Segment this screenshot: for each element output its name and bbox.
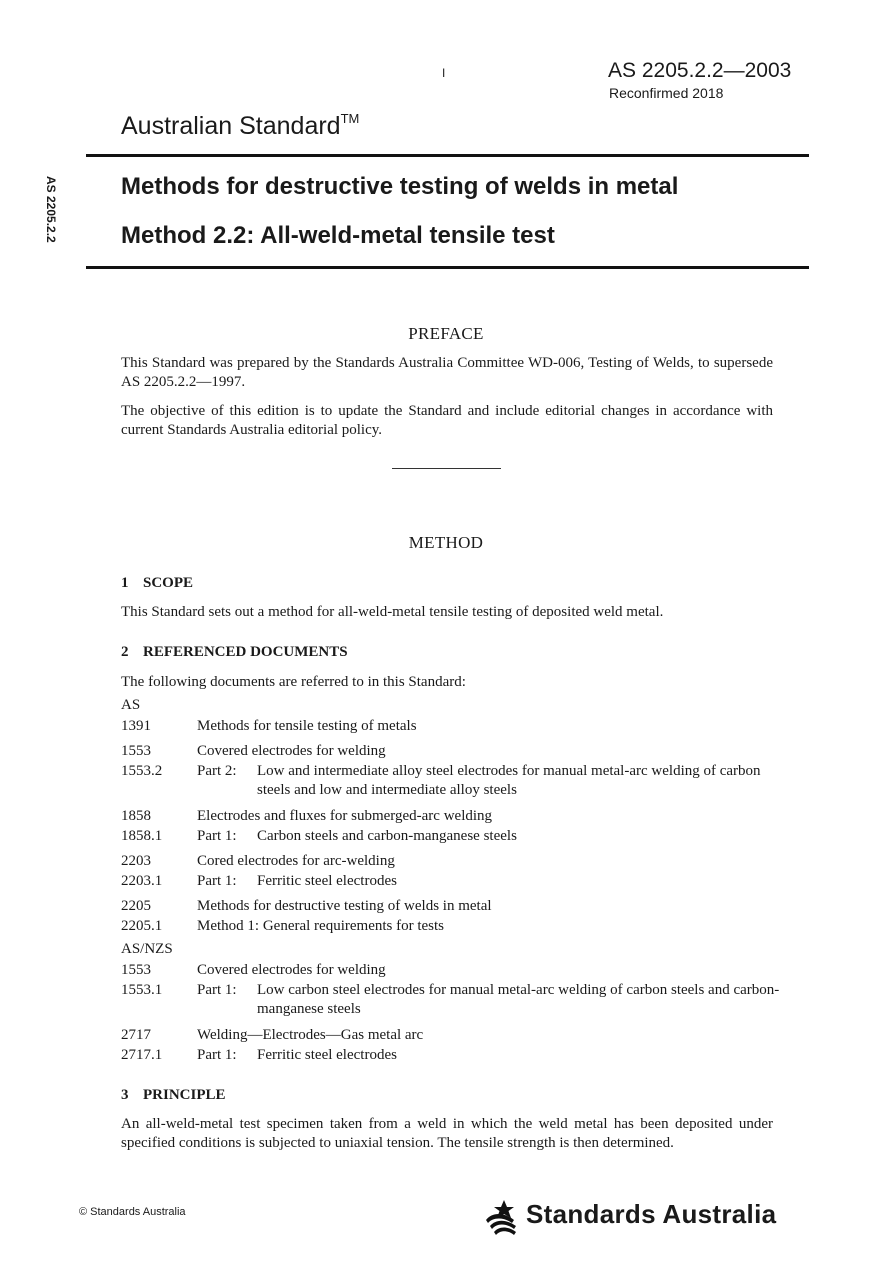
reference-title: Low and intermediate alloy steel electrodes for manual metal-arc welding of carbon steels and low and intermediate alloy steels	[257, 763, 761, 798]
section-title: PRINCIPLE	[143, 1087, 226, 1103]
main-title: Methods for destructive testing of welds in metal	[121, 173, 679, 200]
section-2-text-body: The following documents are referred to in this Standard:	[121, 674, 466, 690]
section-1-text	[121, 603, 821, 622]
section-2-heading	[121, 644, 348, 661]
reference-code: 2205.1	[121, 918, 163, 934]
preface-paragraph-1	[121, 354, 773, 392]
reference-code: 1553	[121, 962, 151, 978]
section-3-text-body: An all-weld-metal test specimen taken from a weld in which the weld metal has been deposited under specified conditions is subjected to uniaxial tension. The tensile strength is then determined.	[121, 1116, 773, 1151]
reconfirmed-note: Reconfirmed 2018	[609, 85, 724, 101]
reference-group-asnzs: AS/NZS	[121, 941, 173, 957]
method-heading: METHOD	[408, 533, 484, 552]
section-title: REFERENCED DOCUMENTS	[143, 644, 348, 660]
side-code-text: AS 2205.2.2	[44, 176, 58, 243]
reference-part: Part 1:	[197, 982, 237, 998]
reference-title: Ferritic steel electrodes	[257, 873, 397, 889]
bottom-title-rule	[86, 266, 809, 269]
reference-code: 1391	[121, 718, 151, 734]
reference-part: Part 1:	[197, 1047, 237, 1063]
copyright-notice: © Standards Australia	[79, 1206, 186, 1218]
standards-australia-emblem-icon	[484, 1198, 522, 1236]
reference-code: 2203.1	[121, 873, 163, 889]
reference-title: Welding—Electrodes—Gas metal arc	[197, 1027, 424, 1043]
brand-name	[121, 112, 359, 141]
preface-paragraph-1-text: This Standard was prepared by the Standards Australia Committee WD-006, Testing of Welds, to supersede AS 2205.2.2—1997.	[121, 355, 773, 390]
section-number: 1	[121, 575, 129, 591]
reference-code: 2205	[121, 898, 151, 914]
brand-text: Australian Standard	[121, 112, 341, 140]
reference-code: 1553.1	[121, 982, 163, 998]
trademark-mark: TM	[340, 110, 360, 126]
preface-divider	[392, 468, 501, 469]
section-3-heading	[121, 1087, 226, 1104]
section-1-text-body: This Standard sets out a method for all-weld-metal tensile testing of deposited weld metal.	[121, 604, 664, 620]
reference-title: Low carbon steel electrodes for manual metal-arc welding of carbon steels and carbon-manganese steels	[257, 982, 780, 1017]
standards-australia-logo	[484, 1198, 804, 1236]
reference-title: Carbon steels and carbon-manganese steels	[257, 828, 517, 844]
method-title: Method 2.2: All-weld-metal tensile test	[121, 222, 555, 249]
reference-code: 2203	[121, 853, 151, 869]
reference-title: Methods for tensile testing of metals	[197, 718, 417, 734]
reference-title: Cored electrodes for arc-welding	[197, 853, 395, 869]
reference-part: Part 2:	[197, 763, 237, 779]
preface-paragraph-2-text: The objective of this edition is to update the Standard and include editorial changes in accordance with current Standards Australia editorial policy.	[121, 403, 773, 438]
reference-title: Electrodes and fluxes for submerged-arc welding	[197, 808, 493, 824]
preface-heading: PREFACE	[408, 324, 484, 343]
reference-title: Covered electrodes for welding	[197, 743, 386, 759]
reference-code: 2717.1	[121, 1047, 163, 1063]
reference-code: 1858.1	[121, 828, 163, 844]
preface-paragraph-2	[121, 402, 773, 440]
reference-code: 1858	[121, 808, 151, 824]
document-code: AS 2205.2.2—2003	[608, 59, 792, 82]
reference-part: Part 1:	[197, 828, 237, 844]
section-1-heading	[121, 575, 193, 592]
side-code	[38, 176, 58, 266]
logo-text: Standards Australia	[526, 1199, 777, 1229]
reference-code: 1553.2	[121, 763, 163, 779]
section-number: 3	[121, 1087, 129, 1103]
reference-title: Method 1: General requirements for tests	[197, 918, 445, 934]
top-rule	[86, 154, 809, 157]
section-number: 2	[121, 644, 129, 660]
reference-title: Covered electrodes for welding	[197, 962, 386, 978]
page-number: I	[442, 66, 446, 80]
section-title: SCOPE	[143, 575, 194, 591]
reference-code: 2717	[121, 1027, 151, 1043]
section-3-text	[121, 1115, 773, 1153]
section-2-text	[121, 673, 773, 692]
reference-title: Ferritic steel electrodes	[257, 1047, 397, 1063]
reference-group-as: AS	[121, 697, 141, 713]
reference-title: Methods for destructive testing of welds in metal	[197, 898, 492, 914]
reference-code: 1553	[121, 743, 151, 759]
reference-part: Part 1:	[197, 873, 237, 889]
